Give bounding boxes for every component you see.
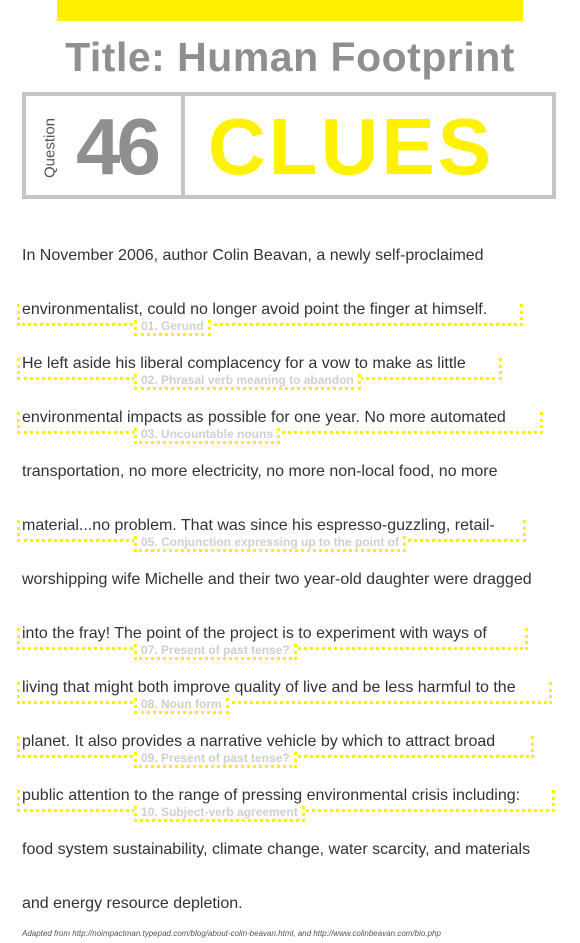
clue-label-02: 02. Phrasal verb meaning to abandon xyxy=(134,374,361,390)
text-line-4: environmental impacts as possible for one year. No more automated xyxy=(22,409,506,426)
clues-title: CLUES xyxy=(208,102,495,191)
question-header xyxy=(22,92,556,199)
clue-label-03: 03. Uncountable nouns xyxy=(134,428,280,444)
text-line-12: food system sustainability, climate change, water scarcity, and materials xyxy=(22,841,531,858)
question-label: Question xyxy=(41,117,59,179)
clue-label-08: 08. Noun form xyxy=(134,698,229,714)
text-line-2: environmentalist, could no longer avoid point the finger at himself. xyxy=(22,301,488,318)
clue-label-01: 01. Gerund xyxy=(134,320,211,336)
header-divider xyxy=(181,96,185,195)
text-line-1: In November 2006, author Colin Beavan, a newly self-proclaimed xyxy=(22,247,484,264)
text-line-11: public attention to the range of pressing environmental crisis including: xyxy=(22,787,521,804)
source-credit: Adapted from http://noimpactman.typepad.com/blog/about-colin-beavan.html, and http://www.colinbeavan.com/bio.php xyxy=(22,929,441,938)
text-line-9: living that might both improve quality of live and be less harmful to the xyxy=(22,679,516,696)
text-line-6: material...no problem. That was since his espresso-guzzling, retail- xyxy=(22,517,495,534)
question-number: 46 xyxy=(76,102,157,191)
clue-label-05: 05. Conjunction expressing up to the point of xyxy=(134,536,406,552)
text-line-5: transportation, no more electricity, no more non-local food, no more xyxy=(22,463,498,480)
text-line-10: planet. It also provides a narrative vehicle by which to attract broad xyxy=(22,733,496,750)
page-title: Title: Human Footprint xyxy=(65,34,515,80)
clue-label-07: 07. Present of past tense? xyxy=(134,644,297,660)
text-line-7: worshipping wife Michelle and their two year-old daughter were dragged xyxy=(22,571,532,588)
clue-label-10: 10. Subject-verb agreement xyxy=(134,806,305,822)
top-accent-bar xyxy=(57,0,523,21)
text-line-8: into the fray! The point of the project is to experiment with ways of xyxy=(22,625,487,642)
text-line-13: and energy resource depletion. xyxy=(22,895,243,912)
clue-label-09: 09. Present of past tense? xyxy=(134,752,297,768)
text-line-3: He left aside his liberal complacency for a vow to make as little xyxy=(22,355,466,372)
